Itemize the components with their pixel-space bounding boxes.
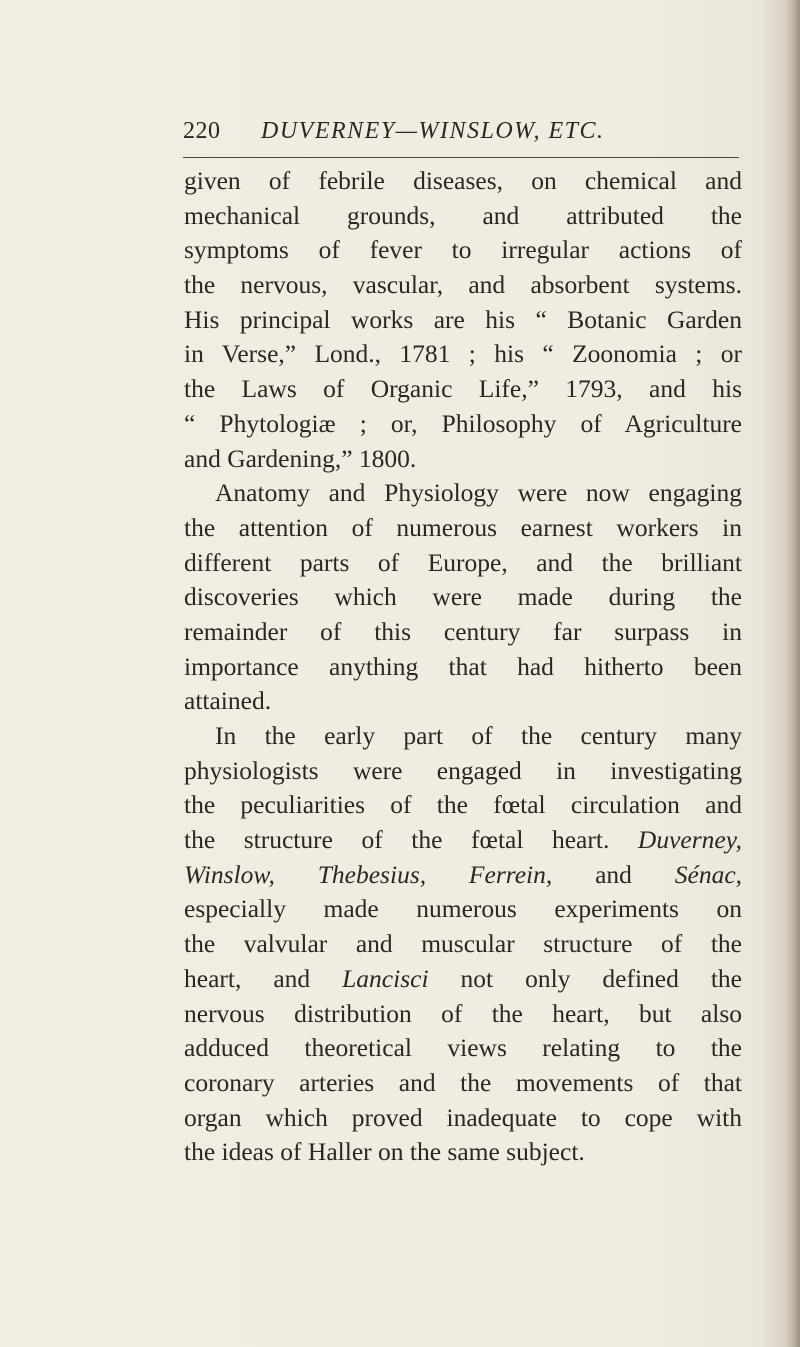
text-segment-italic: Lancisci [342, 963, 429, 993]
text-line: nervous distribution of the heart, but also [184, 998, 742, 1028]
text-line: different parts of Europe, and the brilliant [184, 547, 742, 577]
text-line: organ which proved inadequate to cope with [184, 1102, 742, 1132]
page-number: 220 [183, 118, 221, 144]
text-segment: not only defined the [460, 963, 743, 993]
text-line: and Gardening,” 1800. [184, 443, 417, 473]
text-line: In the early part of the century many [215, 721, 742, 750]
text-segment-italic: Duverney, [637, 825, 743, 855]
text-line: the attention of numerous earnest workers in [184, 512, 742, 542]
text-line: especially made numerous experiments on [184, 894, 742, 924]
text-segment: heart, and [184, 963, 311, 993]
text-line: the valvular and muscular structure of the [184, 929, 742, 959]
text-segment-italic: Sénac, [674, 859, 743, 889]
text-line: discoveries which were made during the [184, 582, 742, 612]
text-line: physiologists were engaged in investigating [184, 755, 742, 785]
text-segment: and [595, 859, 632, 889]
text-line: symptoms of fever to irregular actions of [184, 235, 742, 265]
text-line-mixed [184, 962, 742, 997]
text-line: the nervous, vascular, and absorbent systems. [184, 270, 742, 300]
text-line: mechanical grounds, and attributed the [184, 200, 742, 230]
running-head: DUVERNEY—WINSLOW, ETC. [261, 118, 605, 144]
text-line: Anatomy and Physiology were now engaging [215, 478, 742, 508]
text-line: the peculiarities of the fœtal circulation and [184, 790, 742, 820]
text-line-mixed [184, 823, 742, 858]
text-line: in Verse,” Lond., 1781 ; his “ Zoonomia ; or [184, 339, 742, 369]
text-segment-italic: Winslow, Thebesius, Ferrein, [184, 859, 553, 889]
text-line: remainder of this century far surpass in [184, 616, 742, 646]
text-line: attained. [184, 686, 272, 716]
text-line: given of febrile diseases, on chemical and [184, 166, 742, 195]
text-line: coronary arteries and the movements of that [184, 1067, 742, 1097]
text-segment: the structure of the fœtal heart. [184, 825, 610, 855]
text-line: importance anything that had hitherto been [184, 651, 742, 681]
text-line: the ideas of Haller on the same subject. [184, 1137, 585, 1167]
page-header [183, 112, 743, 152]
header-rule [183, 157, 739, 158]
body-text [184, 164, 742, 1170]
text-line-mixed [184, 858, 742, 893]
page-edge-shadow [786, 0, 800, 1347]
text-line: the Laws of Organic Life,” 1793, and his [184, 374, 742, 404]
text-line: His principal works are his “ Botanic Garden [184, 304, 742, 334]
text-line: “ Phytologiæ ; or, Philosophy of Agriculture [184, 408, 742, 438]
text-line: adduced theoretical views relating to the [184, 1033, 742, 1063]
